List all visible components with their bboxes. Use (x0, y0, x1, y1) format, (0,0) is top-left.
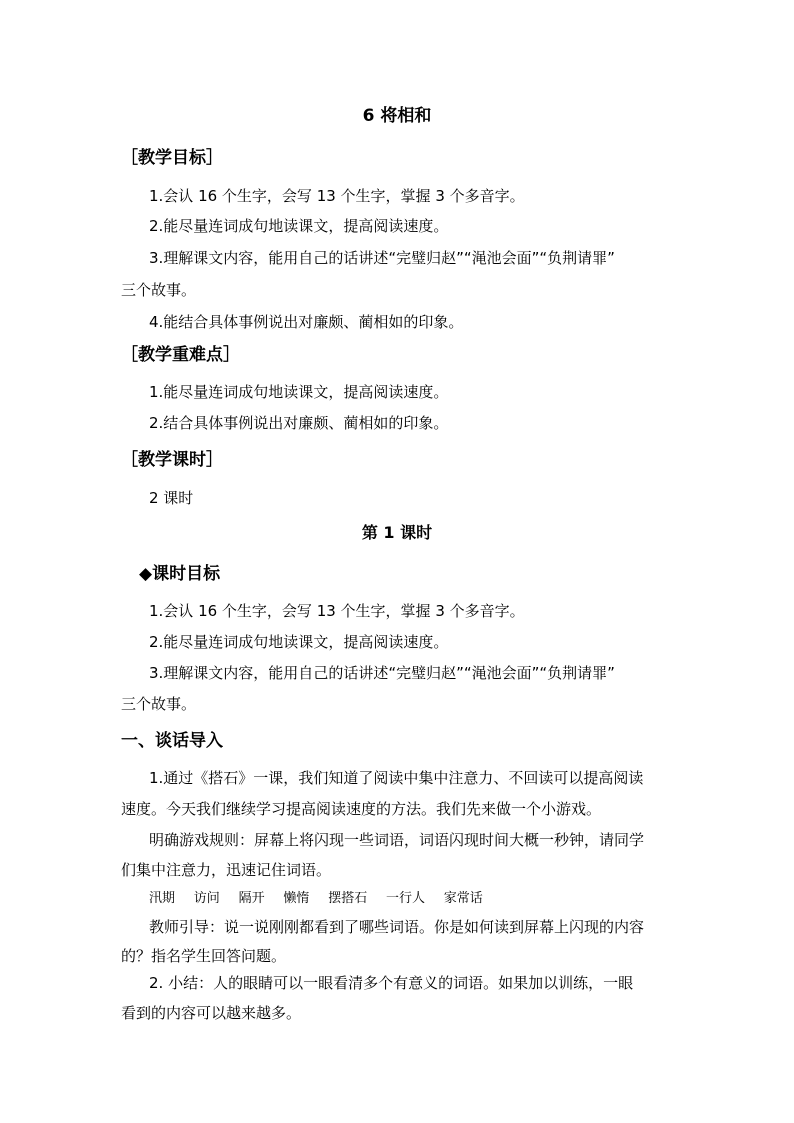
lesson-goal-item: 3.理解课文内容，能用自己的话讲述“完璧归赵”“渑池会面”“负荆请罪” (149, 664, 615, 682)
word-item: 汛期 (149, 891, 176, 906)
word-item: 一行人 (385, 891, 425, 906)
word-item: 访问 (193, 891, 220, 906)
paragraph-line: 1.通过《搭石》一课，我们知道了阅读中集中注意力、不回读可以提高阅读 (149, 769, 644, 787)
key-point-item: 2.结合具体事例说出对廉颇、蔺相如的印象。 (149, 414, 449, 432)
paragraph-line: 2. 小结：人的眼睛可以一眼看清多个有意义的词语。如果加以训练，一眼 (149, 974, 634, 992)
paragraph-line: 速度。今天我们继续学习提高阅读速度的方法。我们先来做一个小游戏。 (121, 800, 602, 818)
lesson-goal-item: 2.能尽量连词成句地读课文，提高阅读速度。 (149, 633, 449, 651)
word-item: 懒惰 (283, 891, 310, 906)
word-item: 家常话 (443, 891, 483, 906)
hours-heading: ［教学课时］ (121, 450, 223, 470)
paragraph-line: 明确游戏规则：屏幕上将闪现一些词语，词语闪现时间大概一秒钟，请同学 (149, 831, 645, 849)
paragraph-line: 看到的内容可以越来越多。 (121, 1004, 302, 1022)
paragraph-line: 教师引导：说一说刚刚都看到了哪些词语。你是如何读到屏幕上闪现的内容 (149, 918, 645, 936)
goal-item: 1.会认 16 个生字，会写 13 个生字，掌握 3 个多音字。 (149, 187, 525, 205)
goal-item: 3.理解课文内容，能用自己的话讲述“完璧归赵”“渑池会面”“负荆请罪” (149, 249, 615, 267)
goal-item: 三个故事。 (121, 281, 197, 299)
lesson-goal-heading: ◆课时目标 (139, 564, 221, 584)
word-item: 摆搭石 (328, 891, 368, 906)
key-point-item: 1.能尽量连词成句地读课文，提高阅读速度。 (149, 383, 449, 401)
hours-value: 2 课时 (149, 489, 194, 507)
lesson-goal-item: 1.会认 16 个生字，会写 13 个生字，掌握 3 个多音字。 (149, 602, 525, 620)
word-item: 隔开 (238, 891, 265, 906)
lesson-heading: 第 1 课时 (361, 523, 433, 542)
goals-heading: ［教学目标］ (121, 148, 223, 168)
lesson-goal-item: 三个故事。 (121, 695, 197, 713)
goal-item: 2.能尽量连词成句地读课文，提高阅读速度。 (149, 217, 449, 235)
paragraph-line: 的？指名学生回答问题。 (121, 947, 287, 965)
part1-heading: 一、谈话导入 (121, 731, 223, 751)
page-title: 6 将相和 (362, 106, 432, 126)
key-points-heading: ［教学重难点］ (121, 345, 240, 365)
paragraph-line: 们集中注意力，迅速记住词语。 (121, 861, 332, 879)
word-list (149, 887, 497, 909)
goal-item: 4.能结合具体事例说出对廉颇、蔺相如的印象。 (149, 313, 464, 331)
